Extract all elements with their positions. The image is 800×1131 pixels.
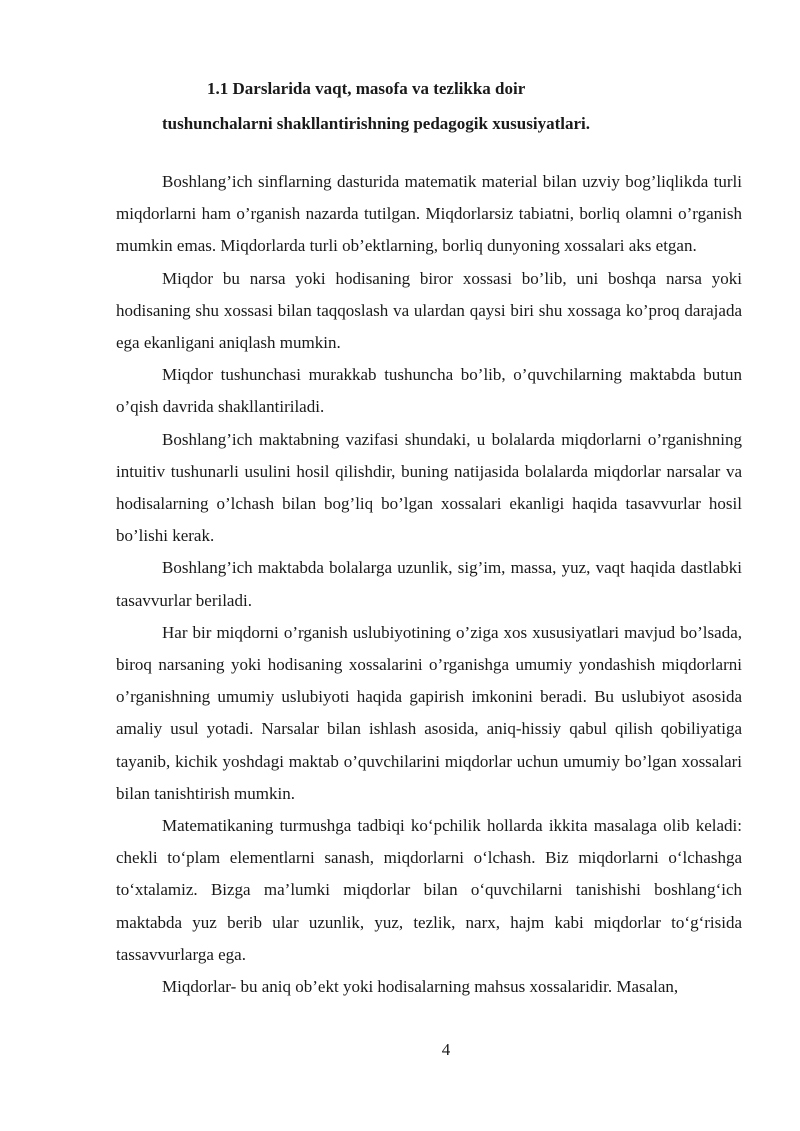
paragraph: Har bir miqdorni o’rganish uslubiyotining o’ziga xos xususiyatlari mavjud bo’lsada, biroq narsaning yoki hodisaning xossalarini o’rganishga umumiy yondashish miqdorlarni o’rganishning umumiy uslubiyoti haqida gapirish imkonini beradi. Bu uslubiyot asosida amaliy usul yotadi. Narsalar bilan ishlash asosida, aniq-hissiy qabul qilish qobiliyatiga tayanib, kichik yoshdagi maktab o’quvchilarini miqdorlar uchun umumiy bo’lgan xossalari bilan tanishtirish mumkin. xyxy=(116,622,742,803)
section-title-line-2: tushunchalarni shakllantirishning pedagogik xususiyatlari. xyxy=(162,114,590,133)
section-title-line-1: 1.1 Darslarida vaqt, masofa va tezlikka doir xyxy=(207,79,526,98)
paragraph: Miqdorlar- bu aniq ob’ekt yoki hodisalarning mahsus xossalaridir. Masalan, xyxy=(162,977,679,997)
paragraph: Boshlang’ich maktabning vazifasi shundaki, u bolalarda miqdorlarni o’rganishning intuitiv tushunarli usulini hosil qilishdir, buning natijasida bolalarda miqdorlar narsalar va hodisalarning o’lchash bilan bog’liq bo’lgan xossalari ekanligi haqida tasavvurlar hosil bo’lishi kerak. xyxy=(116,429,742,546)
body-text xyxy=(116,166,742,1003)
paragraph: Matematikaning turmushga tadbiqi ko‘pchilik hollarda ikkita masalaga olib keladi: chekli to‘plam elementlarni sanash, miqdorlarni o‘lchash. Biz miqdorlarni o‘lchashga to‘xtalamiz. Bizga ma’lumki miqdorlar bilan o‘quvchilarni tanishishi boshlang‘ich maktabda yuz berib ular uzunlik, yuz, tezlik, narx, hajm kabi miqdorlar to‘g‘risida tassavvurlarga ega. xyxy=(116,816,742,964)
paragraph: Boshlang’ich sinflarning dasturida matematik material bilan uzviy bog’liqlikda turli miqdorlarni ham o’rganish nazarda tutilgan. Miqdorlarsiz tabiatni, borliq olamni o’rganish mumkin emas. Miqdorlarda turli ob’ektlarning, borliq dunyoning xossalari aks etgan. xyxy=(116,172,742,256)
paragraph: Boshlang’ich maktabda bolalarga uzunlik, sig’im, massa, yuz, vaqt haqida dastlabki tasavvurlar beriladi. xyxy=(116,558,742,610)
page-number: 4 xyxy=(441,1040,451,1059)
paragraph: Miqdor bu narsa yoki hodisaning biror xossasi bo’lib, uni boshqa narsa yoki hodisaning shu xossasi bilan taqqoslash va ulardan qaysi biri shu xossaga ko’proq darajada ega ekanligani aniqlash mumkin. xyxy=(116,268,742,353)
paragraph: Miqdor tushunchasi murakkab tushuncha bo’lib, o’quvchilarning maktabda butun o’qish davrida shakllantiriladi. xyxy=(116,365,742,417)
